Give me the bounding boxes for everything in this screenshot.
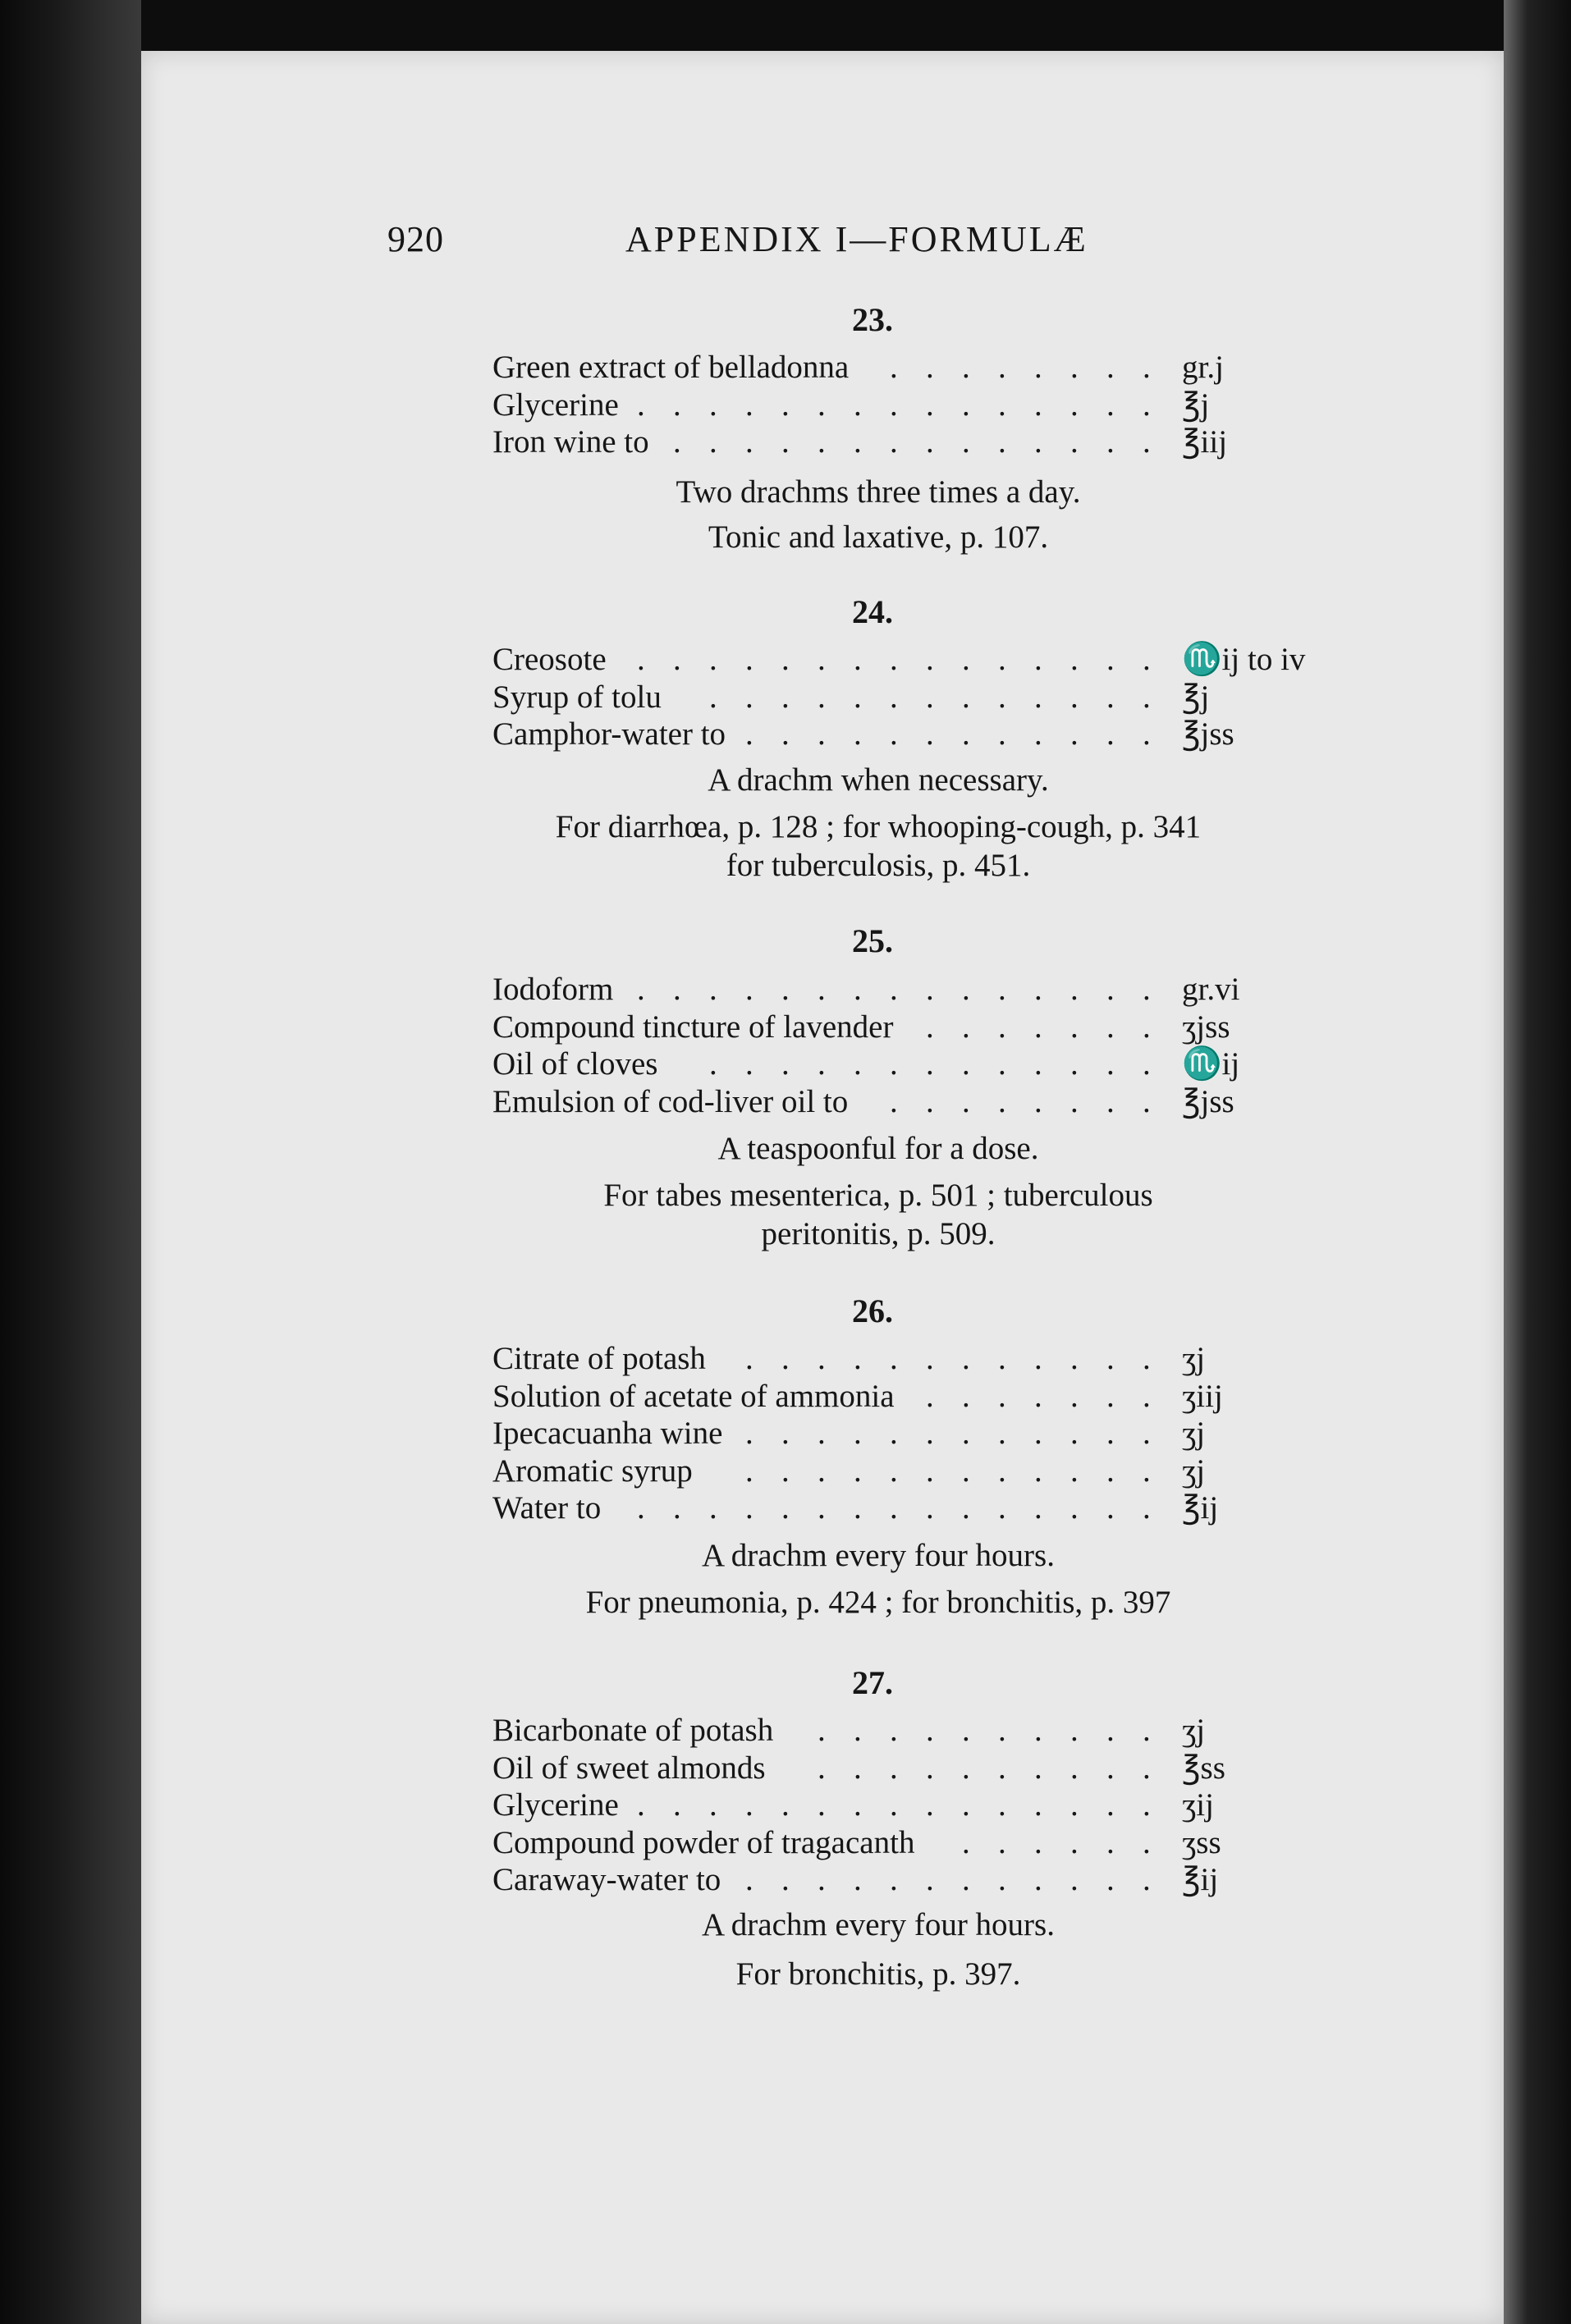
leader-dots: . . . . . . . . . . . . . . .	[637, 1787, 1151, 1823]
ingredient-name: Oil of cloves	[492, 1046, 658, 1082]
leader-dots: . . . . . . . . . . . . . . .	[637, 387, 1151, 423]
leader-dots: . . . . . .	[962, 1824, 1151, 1860]
ingredient-quantity: ℥j	[1182, 679, 1210, 715]
page-reference: for tuberculosis, p. 451.	[726, 848, 1031, 883]
ingredient-name: Green extract of belladonna	[492, 350, 850, 385]
leader-dots: . . . . . . . . . .	[818, 1713, 1151, 1748]
ingredient-quantity: ℥ss	[1182, 1750, 1225, 1786]
ingredient-quantity: ʒiij	[1182, 1378, 1223, 1414]
ingredient-row	[492, 641, 1313, 679]
ingredient-name: Syrup of tolu	[492, 679, 662, 715]
ingredient-row	[492, 1415, 1313, 1452]
ingredient-row	[492, 679, 1313, 716]
ingredient-row	[492, 1378, 1313, 1416]
dosage-direction: A teaspoonful for a dose.	[717, 1131, 1039, 1166]
ingredient-quantity: ♏ij to iv	[1182, 642, 1306, 677]
ingredient-quantity: ℥iij	[1182, 424, 1228, 460]
ingredient-row	[492, 387, 1313, 424]
leader-dots: . . . . . . . . . . . .	[745, 1862, 1151, 1897]
formula-number: 25.	[852, 922, 893, 959]
ingredient-quantity: ʒjss	[1182, 1009, 1230, 1045]
ingredient-quantity: gr.j	[1182, 350, 1224, 385]
dosage-direction: A drachm when necessary.	[708, 762, 1049, 798]
dosage-direction: A drachm every four hours.	[702, 1907, 1055, 1942]
page-reference: For diarrhœa, p. 128 ; for whooping-cough, p. 341	[555, 809, 1202, 844]
ingredient-name: Solution of acetate of ammonia	[492, 1378, 895, 1414]
ingredient-name: Glycerine	[492, 387, 619, 423]
ingredient-row	[492, 423, 1313, 461]
page-reference: Tonic and laxative, p. 107.	[708, 519, 1049, 555]
ingredient-quantity: ʒj	[1182, 1416, 1206, 1451]
leader-dots: . . . . . . . . . . . .	[745, 1452, 1151, 1489]
ingredient-quantity: ℥jss	[1182, 716, 1234, 752]
ingredient-quantity: ℥ij	[1182, 1862, 1219, 1897]
ingredient-name: Compound powder of tragacanth	[492, 1824, 915, 1860]
ingredient-quantity: ℥j	[1182, 387, 1210, 423]
formula-number: 24.	[852, 593, 893, 630]
ingredient-quantity: ʒij	[1182, 1787, 1214, 1823]
running-head: APPENDIX I—FORMULÆ	[625, 219, 1088, 259]
ingredient-row	[492, 1083, 1313, 1121]
ingredient-name: Citrate of potash	[492, 1341, 706, 1376]
scan-right-edge	[1504, 0, 1571, 2324]
dosage-direction: A drachm every four hours.	[702, 1538, 1055, 1573]
ingredient-row	[492, 1045, 1313, 1083]
ingredient-name: Ipecacuanha wine	[492, 1416, 723, 1451]
leader-dots: . . . . . . . . . . . . . . .	[637, 1490, 1151, 1526]
ingredient-row	[492, 716, 1313, 753]
ingredient-row	[492, 1009, 1313, 1046]
ingredient-quantity: ℥jss	[1182, 1083, 1234, 1119]
ingredient-quantity: ʒj	[1182, 1341, 1206, 1376]
ingredient-row	[492, 1786, 1313, 1824]
ingredient-row	[492, 349, 1313, 387]
ingredient-name: Iron wine to	[492, 424, 649, 460]
page-number: 920	[387, 219, 444, 259]
leader-dots: . . . . . . . .	[890, 350, 1151, 385]
ingredient-name: Emulsion of cod-liver oil to	[492, 1083, 849, 1119]
ingredient-row	[492, 1489, 1313, 1527]
ingredient-name: Oil of sweet almonds	[492, 1750, 766, 1786]
ingredient-quantity: ʒss	[1182, 1824, 1221, 1860]
formula-number: 27.	[852, 1664, 893, 1701]
page-reference: For pneumonia, p. 424 ; for bronchitis, p. 397	[585, 1585, 1171, 1620]
ingredient-name: Water to	[492, 1490, 602, 1526]
ingredient-row	[492, 1750, 1313, 1787]
leader-dots: . . . . . . . . . . . . . . .	[637, 642, 1151, 677]
scan-left-edge	[0, 0, 141, 2324]
leader-dots: . . . . . . . . . . . .	[745, 1341, 1151, 1376]
leader-dots: . . . . . . .	[926, 1009, 1151, 1045]
ingredient-quantity: ʒj	[1182, 1452, 1206, 1489]
leader-dots: . . . . . . . . . . . . .	[709, 679, 1151, 715]
page-reference: For tabes mesenterica, p. 501 ; tuberculous	[603, 1178, 1153, 1213]
leader-dots: . . . . . . . . . . . . . . .	[637, 972, 1151, 1007]
ingredient-quantity: ℥ij	[1182, 1490, 1219, 1526]
ingredient-name: Creosote	[492, 642, 607, 677]
ingredient-row	[492, 971, 1313, 1009]
formula-number: 23.	[852, 301, 893, 338]
ingredient-row	[492, 1340, 1313, 1378]
leader-dots: . . . . . . . .	[890, 1083, 1151, 1119]
ingredient-row	[492, 1861, 1313, 1899]
leader-dots: . . . . . . . . . . . . . .	[673, 424, 1151, 460]
leader-dots: . . . . . . . . . . . .	[745, 1416, 1151, 1451]
leader-dots: . . . . . . .	[926, 1378, 1151, 1414]
leader-dots: . . . . . . . . . . . . .	[709, 1046, 1151, 1082]
ingredient-name: Caraway-water to	[492, 1862, 721, 1897]
ingredient-quantity: gr.vi	[1182, 972, 1240, 1007]
ingredient-name: Compound tincture of lavender	[492, 1009, 894, 1045]
ingredient-name: Camphor-water to	[492, 716, 726, 752]
ingredient-row	[492, 1824, 1313, 1862]
ingredient-row	[492, 1452, 1313, 1490]
page-reference: peritonitis, p. 509.	[761, 1216, 996, 1251]
ingredient-name: Bicarbonate of potash	[492, 1713, 774, 1748]
ingredient-name: Iodoform	[492, 972, 614, 1007]
leader-dots: . . . . . . . . . .	[818, 1750, 1151, 1786]
leader-dots: . . . . . . . . . . . .	[745, 716, 1151, 752]
page-reference: For bronchitis, p. 397.	[735, 1956, 1021, 1992]
ingredient-name: Aromatic syrup	[492, 1452, 693, 1489]
ingredient-quantity: ♏ij	[1182, 1046, 1240, 1082]
ingredient-name: Glycerine	[492, 1787, 619, 1823]
ingredient-row	[492, 1712, 1313, 1750]
formula-number: 26.	[852, 1292, 893, 1329]
ingredient-quantity: ʒj	[1182, 1713, 1206, 1748]
dosage-direction: Two drachms three times a day.	[676, 474, 1081, 510]
